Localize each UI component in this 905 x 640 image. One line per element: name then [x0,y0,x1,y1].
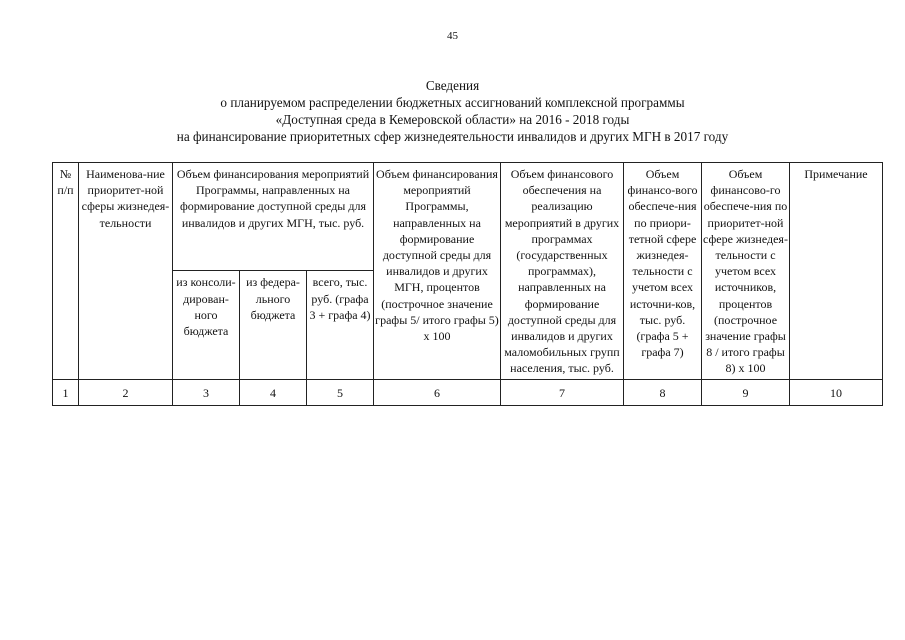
header-total-funding: Объем финансо-вого обеспече-ния по приори-тетной сфере жизнедея-тельности с учетом всех источни-ков, тыс. руб. (графа 5 + графа 7) [624,163,702,380]
header-program-funding-percent: Объем финансирования мероприятий Программы, направленных на формирование доступной среды для инвалидов и других МГН, процентов (построчное значение графы 5/ итого графы 5) х 100 [374,163,501,380]
column-number: 3 [173,379,240,405]
header-consolidated-budget: из консоли-дирован-ного бюджета [173,271,240,379]
column-number: 5 [307,379,374,405]
header-number: № п/п [53,163,79,380]
table-header-row [53,163,883,271]
page-number: 45 [447,30,458,42]
header-total-thousand-rub: всего, тыс. руб. (графа 3 + графа 4) [307,271,374,379]
document-heading [60,77,845,145]
header-federal-budget: из федера-льного бюджета [240,271,307,379]
header-total-funding-percent: Объем финансово-го обеспече-ния по приоритет-ной сфере жизнедея-тельности с учетом всех источников, процентов (построчное значение графы 8 / итого графы 8) х 100 [702,163,790,380]
column-number: 6 [374,379,501,405]
heading-line-4: на финансирование приоритетных сфер жизнедеятельности инвалидов и других МГН в 2017 году [176,129,729,144]
header-sphere-name: Наименова-ние приоритет-ной сферы жизнедея-тельности [79,163,173,380]
heading-line-2: о планируемом распределении бюджетных ассигнований комплексной программы [220,95,685,110]
heading-line-3: «Доступная среда в Кемеровской области» на 2016 - 2018 годы [275,112,630,127]
column-number: 10 [790,379,883,405]
column-number: 8 [624,379,702,405]
header-other-programs-funding: Объем финансового обеспечения на реализацию мероприятий в других программах (государственных программах), направленных на формирование доступной среды для инвалидов и других маломобильных групп населения, тыс. руб. [501,163,624,380]
header-note: Примечание [790,163,883,380]
column-numbers-row [53,379,883,405]
column-number: 1 [53,379,79,405]
allocation-table [52,162,883,406]
column-number: 2 [79,379,173,405]
column-number: 9 [702,379,790,405]
column-number: 4 [240,379,307,405]
column-number: 7 [501,379,624,405]
header-program-funding-group: Объем финансирования мероприятий Программы, направленных на формирование доступной среды для инвалидов и других МГН, тыс. руб. [173,163,374,271]
heading-title: Сведения [425,78,480,93]
